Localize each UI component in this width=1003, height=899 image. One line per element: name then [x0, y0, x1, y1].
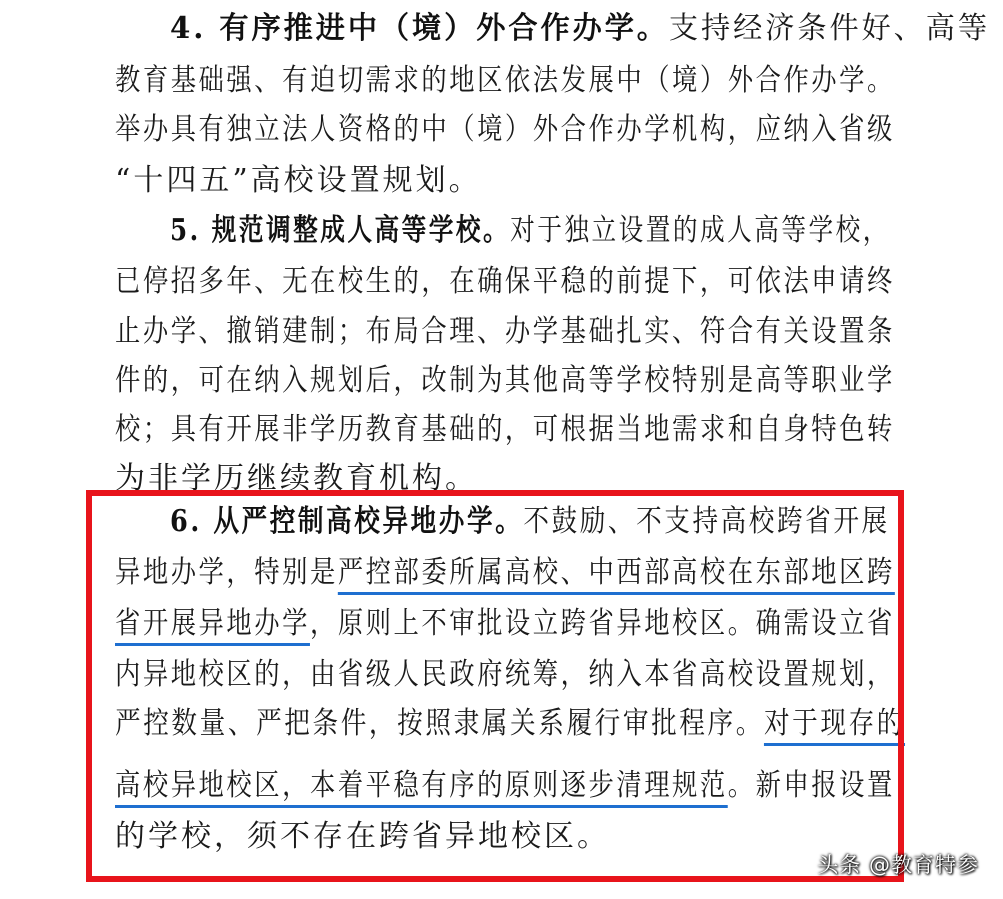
underlined-phrase: 严控部委所属高校、中西部高校在东部地区跨 [338, 555, 895, 595]
body-text: 不鼓励、不支持高校跨省开展 [523, 504, 890, 539]
text-line [115, 157, 482, 205]
body-text: 举办具有独立法人资格的中（境）外合作办学机构，应纳入省级 [115, 112, 895, 147]
section-heading: 4. 有序推进中（境）外合作办学。 [170, 11, 669, 46]
text-line [170, 207, 890, 255]
body-text: 校；具有开展非学历教育基础的，可根据当地需求和自身特色转 [115, 412, 895, 447]
body-text: 支持经济条件好、高等 [668, 11, 991, 46]
body-text: 的学校，须不存在跨省异地校区。 [115, 819, 610, 854]
underlined-phrase: 对于现存的 [764, 706, 905, 746]
body-text: “十四五”高校设置规划。 [115, 163, 482, 198]
body-text: 止办学、撤销建制；布局合理、办学基础扎实、符合有关设置条 [115, 314, 895, 349]
body-text: 。新申报设置 [727, 768, 895, 803]
body-text: 教育基础强、有迫切需求的地区依法发展中（境）外合作办学。 [115, 63, 895, 98]
body-text: 内异地校区的，由省级人民政府统筹，纳入本省高校设置规划， [115, 657, 895, 692]
text-line [115, 308, 895, 356]
underlined-phrase: 高校异地校区，本着平稳有序的原则逐步清理规范 [115, 768, 728, 808]
section-heading: 5. 规范调整成人高等学校。 [170, 213, 511, 248]
body-text: 对于独立设置的成人高等学校， [510, 213, 890, 248]
text-line [115, 106, 895, 154]
body-text: 件的，可在纳入规划后，改制为其他高等学校特别是高等职业学 [115, 363, 895, 398]
watermark: 头条 @教育特参 [817, 853, 979, 877]
body-text: ，原则上不审批设立跨省异地校区。确需设立省 [309, 606, 895, 641]
text-line [115, 357, 895, 405]
body-text: 异地办学，特别是 [115, 555, 338, 590]
highlight-frame [86, 490, 904, 882]
underlined-phrase: 省开展异地办学 [115, 606, 310, 646]
text-line [115, 258, 895, 306]
text-line [170, 5, 990, 53]
text-line [115, 406, 895, 454]
text-line [115, 57, 895, 105]
body-text: 已停招多年、无在校生的，在确保平稳的前提下，可依法申请终 [115, 264, 895, 299]
body-text: 严控数量、严把条件，按照隶属关系履行审批程序。 [115, 706, 764, 741]
section-heading: 6. 从严控制高校异地办学。 [170, 504, 524, 539]
body-text: 为非学历继续教育机构。 [115, 461, 478, 496]
